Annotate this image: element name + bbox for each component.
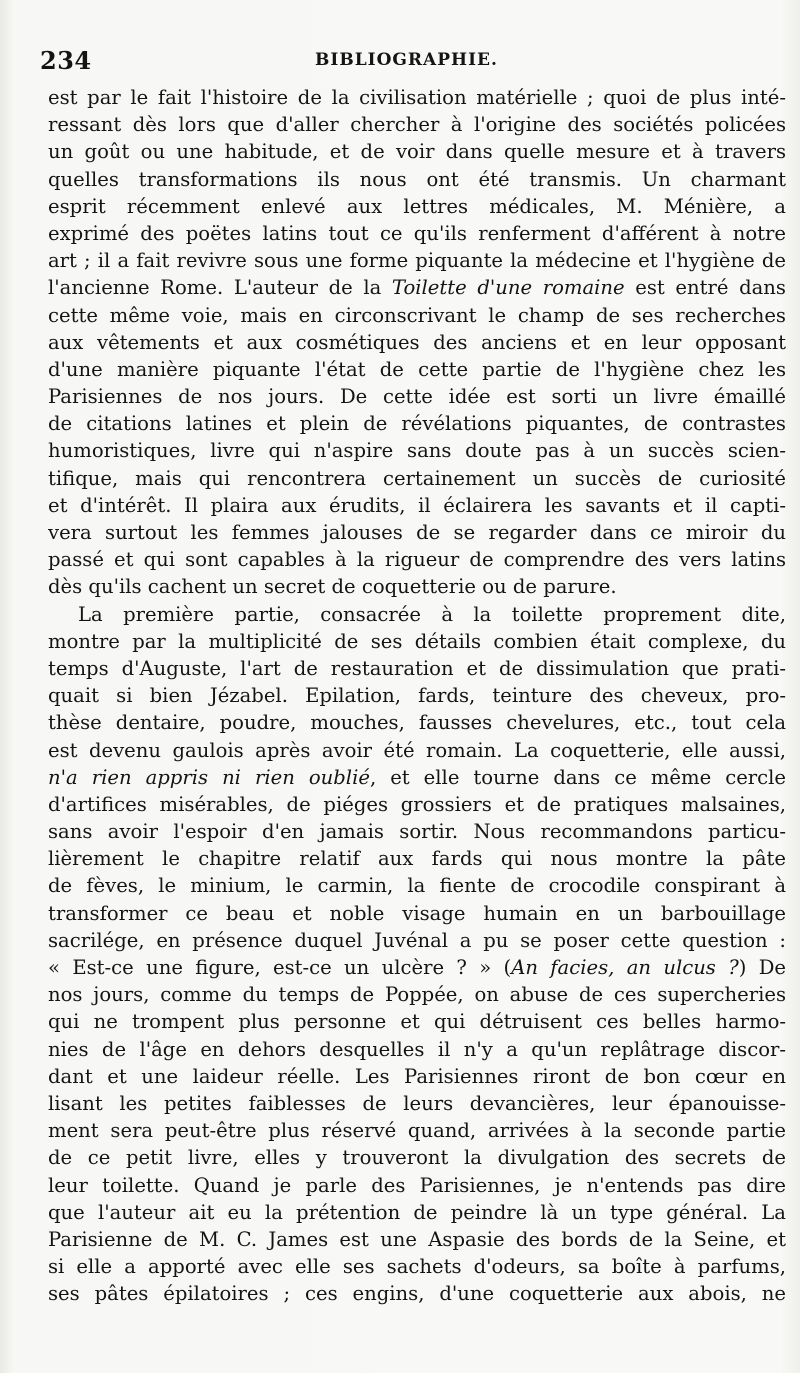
- text-line: de ce petit livre, elles y trouveront la divulgation des secrets de: [48, 1146, 786, 1170]
- running-head: BIBLIOGRAPHIE.: [315, 50, 498, 70]
- page-header: [40, 46, 792, 76]
- text-line: vera surtout les femmes jalouses de se regarder dans ce miroir du: [48, 521, 786, 544]
- text-line: tifique, mais qui rencontrera certainement un succès de curiosité: [48, 466, 786, 490]
- text-line: art ; il a fait revivre sous une forme piquante la médecine et l'hygiène de: [48, 249, 786, 273]
- text-line: Parisiennes de nos jours. De cette idée est sorti un livre émaillé: [48, 385, 786, 409]
- page-number: 234: [40, 46, 92, 75]
- text-line: l'ancienne Rome. L'auteur de la Toilette d'une romaine est entré dans: [48, 276, 786, 300]
- text-line: de fèves, le minium, le carmin, la fiente de crocodile conspirant à: [48, 874, 786, 898]
- text-line: temps d'Auguste, l'art de restauration et de dissimulation que prati-: [48, 656, 786, 680]
- text-line: n'a rien appris ni rien oublié, et elle tourne dans ce même cercle: [48, 765, 786, 789]
- text-line: est devenu gaulois après avoir été romain. La coquetterie, elle aussi,: [48, 738, 786, 762]
- text-line: transformer ce beau et noble visage humain en un barbouillage: [48, 901, 786, 925]
- text-line: lièrement le chapitre relatif aux fards qui nous montre la pâte: [48, 847, 786, 871]
- text-line: leur toilette. Quand je parle des Parisiennes, je n'entends pas dire: [48, 1173, 786, 1197]
- text-line: thèse dentaire, poudre, mouches, fausses chevelures, etc., tout cela: [48, 711, 786, 735]
- text-line: passé et qui sont capables à la rigueur de comprendre des vers latins: [48, 548, 786, 572]
- text-line: Parisienne de M. C. James est une Aspasie des bords de la Seine, et: [48, 1227, 786, 1251]
- body-text: [48, 84, 786, 1307]
- text-line: quelles transformations ils nous ont été transmis. Un charmant: [48, 167, 786, 191]
- text-line: est par le fait l'histoire de la civilisation matérielle ; quoi de plus inté-: [48, 86, 786, 109]
- text-line: ment sera peut-être plus réservé quand, arrivées à la seconde partie: [48, 1119, 786, 1143]
- text-line: ses pâtes épilatoires ; ces engins, d'une coquetterie aux abois, ne: [48, 1282, 786, 1306]
- text-line: et d'intérêt. Il plaira aux érudits, il éclairera les savants et il capti-: [48, 493, 786, 517]
- text-line: dès qu'ils cachent un secret de coquetterie ou de parure.: [48, 575, 617, 599]
- text-line: ressant dès lors que d'aller chercher à l'origine des sociétés policées: [48, 113, 786, 137]
- text-line: esprit récemment enlevé aux lettres médicales, M. Ménière, a: [48, 194, 786, 218]
- text-line: quait si bien Jézabel. Epilation, fards, teinture des cheveux, pro-: [48, 684, 786, 708]
- text-line: lisant les petites faiblesses de leurs devancières, leur épanouisse-: [48, 1091, 786, 1115]
- text-line: d'artifices misérables, de piéges grossiers et de pratiques malsaines,: [48, 792, 786, 816]
- text-line: « Est-ce une figure, est-ce un ulcère ? » (An facies, an ulcus ?) De: [48, 956, 786, 979]
- text-line: d'une manière piquante l'état de cette partie de l'hygiène chez les: [48, 357, 786, 381]
- text-line: montre par la multiplicité de ses détails combien était complexe, du: [48, 629, 786, 653]
- text-line: La première partie, consacrée à la toilette proprement dite,: [78, 602, 786, 626]
- text-line: humoristiques, livre qui n'aspire sans doute pas à un succès scien-: [48, 439, 786, 463]
- text-line: exprimé des poëtes latins tout ce qu'ils renferment d'afférent à notre: [48, 221, 786, 245]
- text-line: cette même voie, mais en circonscrivant le champ de ses recherches: [48, 303, 786, 327]
- text-line: sans avoir l'espoir d'en jamais sortir. Nous recommandons particu-: [48, 820, 786, 844]
- text-line: sacrilége, en présence duquel Juvénal a pu se poser cette question :: [48, 928, 786, 952]
- text-line: que l'auteur ait eu la prétention de peindre là un type général. La: [48, 1200, 786, 1224]
- text-line: nies de l'âge en dehors desquelles il n'y a qu'un replâtrage discor-: [48, 1037, 786, 1061]
- text-line: qui ne trompent plus personne et qui détruisent ces belles harmo-: [48, 1010, 786, 1034]
- text-line: un goût ou une habitude, et de voir dans quelle mesure et à travers: [48, 140, 786, 164]
- text-line: dant et une laideur réelle. Les Parisiennes riront de bon cœur en: [48, 1064, 786, 1088]
- text-line: aux vêtements et aux cosmétiques des anciens et en leur opposant: [48, 330, 786, 354]
- text-line: si elle a apporté avec elle ses sachets d'odeurs, sa boîte à parfums,: [48, 1255, 786, 1279]
- text-line: nos jours, comme du temps de Poppée, on abuse de ces supercheries: [48, 983, 786, 1007]
- text-line: de citations latines et plein de révélations piquantes, de contrastes: [48, 412, 786, 436]
